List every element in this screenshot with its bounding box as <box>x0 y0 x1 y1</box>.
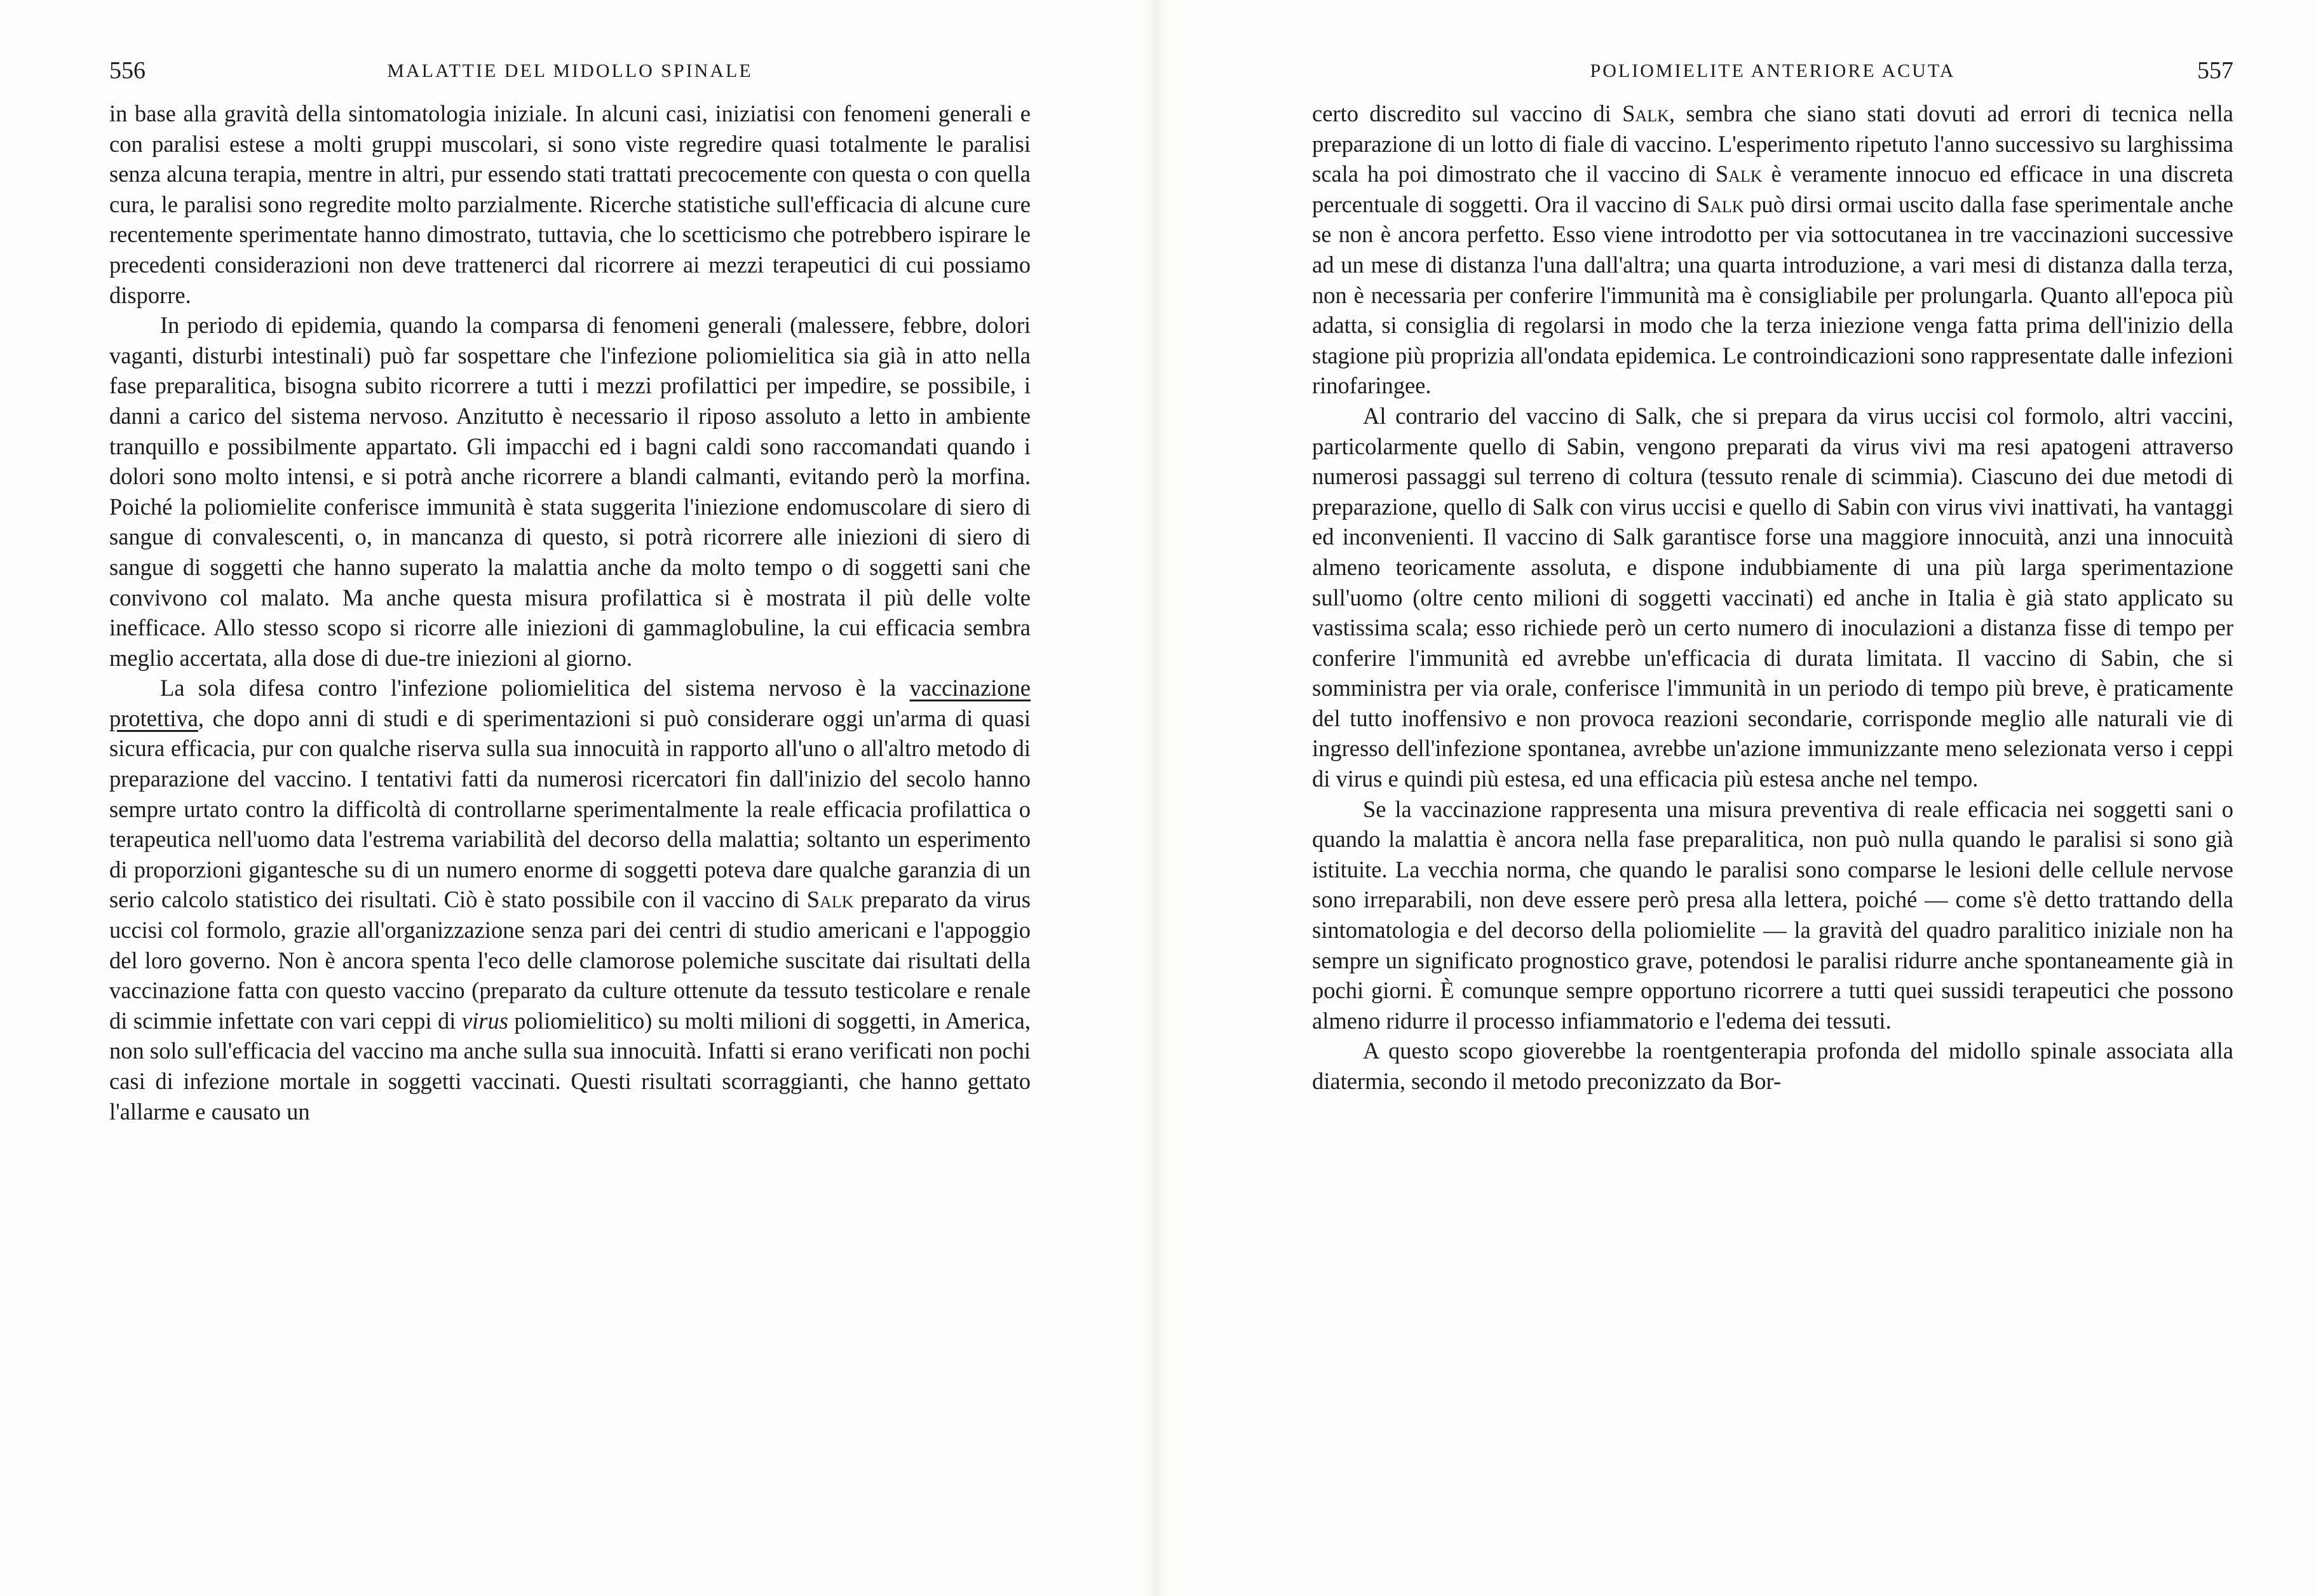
r1-text-d: può dirsi ormai uscito dalla fase sperimentale anche se non è ancora perfetto. Esso viene introdotto per via sottocutanea in tre vaccinazioni successive ad un mese di distanza l'una dall'altra; una quarta introduzione, a vari mesi di distanza dalla terza, non è necessaria per conferire l'immunità ma è consigliabile per prolungarla. Quanto all'epoca più adatta, si consiglia di regolarsi in modo che la terza iniezione venga fatta prima dell'inizio della stagione più proprizia all'ondata epidemica. Le controindicazioni sono rappresentate dalle infezioni rinofaringee. <box>1312 191 2233 399</box>
page-gutter <box>1144 0 1169 1596</box>
r1-text-a: certo discredito sul vaccino di <box>1312 100 1623 126</box>
right-paragraph-4: A questo scopo gioverebbe la roentgenterapia profonda del midollo spinale associata alla diatermia, secondo il metodo preconizzato da Bor- <box>1312 1038 2233 1094</box>
left-paragraph-1: in base alla gravità della sintomatologia iniziale. In alcuni casi, iniziatisi con fenomeni generali e con paralisi estese a molti gruppi muscolari, si sono viste regredire quasi totalmente le paralisi senza alcuna terapia, mentre in altri, pur essendo stati trattati precocemente con questa o con quella cura, le paralisi sono regredite molto parzialmente. Ricerche statistiche sull'efficacia di alcune cure recentemente sperimentate hanno dimostrato, tuttavia, che lo scetticismo che potrebbero ispirare le precedenti considerazioni non deve trattenerci dal ricorrere ai mezzi terapeutici di cui possiamo disporre. <box>109 100 1031 308</box>
p3-text-b: , che dopo anni di studi e di sperimentazioni si può considerare oggi un'arma di quasi sicura efficacia, pur con qualche riserva sulla sua innocuità in rapporto all'uno o all'altro metodo di preparazione del vaccino. I tentativi fatti da numerosi ricercatori fin dall'inizio del secolo hanno sempre urtato contro la difficoltà di controllarne sperimentalmente la reale efficacia profilattica o terapeutica nell'uomo data l'estrema variabilità del decorso della malattia; soltanto un esperimento di proporzioni gigantesche su di un numero enorme di soggetti poteva dare qualche garanzia di un serio calcolo statistico dei risultati. Ciò è stato possibile con il vaccino di <box>109 705 1031 913</box>
left-page <box>109 57 1031 1126</box>
salk-smallcaps-3: Salk <box>1696 191 1744 217</box>
right-paragraph-3: Se la vaccinazione rappresenta una misura preventiva di reale efficacia nei soggetti sani o quando la malattia è ancora nella fase preparalitica, non può nulla quando le paralisi si sono già istituite. La vecchia norma, che quando le paralisi sono comparse le lesioni delle cellule nervose sono irreparabili, non deve essere però presa alla lettera, poiché — come s'è detto trattando della sintomatologia e del decorso della poliomielite — la gravità del quadro paralitico iniziale non ha sempre un significato prognostico grave, potendosi le paralisi ridurre anche spontaneamente già in pochi giorni. È comunque sempre opportuno ricorrere a tutti quei sussidi terapeutici che possono almeno ridurre il processo infiammatorio e l'edema dei tessuti. <box>1312 795 2233 1034</box>
underlined-phrase: vaccinazione protettiva <box>109 675 1031 731</box>
p3-text-a: La sola difesa contro l'infezione poliomielitica del sistema nervoso è la <box>160 675 910 701</box>
left-paragraph-2: In periodo di epidemia, quando la comparsa di fenomeni generali (malessere, febbre, dolori vaganti, disturbi intestinali) può far sospettare che l'infezione poliomielitica sia già in atto nella fase preparalitica, bisogna subito ricorrere a tutti i mezzi profilattici per impedire, se possibile, i danni a carico del sistema nervoso. Anzitutto è necessario il riposo assoluto a letto in ambiente tranquillo e possibilmente appartato. Gli impacchi ed i bagni caldi sono raccomandati quando i dolori sono molto intensi, e si potrà anche ricorrere a blandi calmanti, evitando però la morfina. Poiché la poliomielite conferisce immunità è stata suggerita l'iniezione endomuscolare di siero di sangue di convalescenti, o, in mancanza di questo, si potrà ricorrere alle iniezioni di siero di sangue di soggetti che hanno superato la malattia anche da molto tempo o di soggetti sani che convivono col malato. Ma anche questa misura profilattica si è mostrata il più delle volte inefficace. Allo stesso scopo si ricorre alle iniezioni di gammaglobuline, la cui efficacia sembra meglio accertata, alla dose di due-tre iniezioni al giorno. <box>109 312 1031 671</box>
virus-italic: virus <box>461 1007 508 1034</box>
p3-text-d: poliomielitico) su molti milioni di soggetti, in America, non solo sull'efficacia del vaccino ma anche sulla sua innocuità. Infatti si erano verificati non pochi casi di infezione mortale in soggetti vaccinati. Questi risultati scorraggianti, che hanno gettato l'allarme e causato un <box>109 1007 1031 1125</box>
salk-smallcaps-2: Salk <box>1715 161 1763 187</box>
right-page <box>1312 57 2234 1097</box>
left-running-head <box>109 57 1031 98</box>
left-running-title: MALATTIE DEL MIDOLLO SPINALE <box>387 60 753 81</box>
left-page-number: 556 <box>109 57 146 84</box>
salk-smallcaps: Salk <box>806 886 854 913</box>
right-running-head <box>1312 57 2233 98</box>
p3-text-c: preparato da virus uccisi col formolo, grazie all'organizzazione senza pari dei centri di studio americani e l'appoggio del loro governo. Non è ancora spenta l'eco delle clamorose polemiche suscitate dai risultati della vaccinazione fatta con questo vaccino (preparato da culture ottenute da tessuto testicolare e renale di scimmie infettate con vari ceppi di <box>109 886 1031 1034</box>
left-body-text <box>109 98 1031 1126</box>
r1-text-c: è veramente innocuo ed efficace in una discreta percentuale di soggetti. Ora il vaccino di <box>1312 161 2233 217</box>
right-running-title: POLIOMIELITE ANTERIORE ACUTA <box>1590 60 1956 81</box>
salk-smallcaps-1: Salk <box>1622 100 1669 126</box>
left-paragraph-3 <box>109 673 1031 1126</box>
r1-text-b: , sembra che siano stati dovuti ad errori di tecnica nella preparazione di un lotto di fiale di vaccino. L'esperimento ripetuto l'anno successivo su larghissima scala ha poi dimostrato che il vaccino di <box>1312 100 2234 187</box>
right-body-text <box>1312 98 2233 1097</box>
right-page-number: 557 <box>2197 57 2233 84</box>
right-paragraph-2: Al contrario del vaccino di Salk, che si prepara da virus uccisi col formolo, altri vaccini, particolarmente quello di Sabin, vengono preparati da virus vivi ma resi apatogeni attraverso numerosi passaggi sul terreno di coltura (tessuto renale di scimmia). Ciascuno dei due metodi di preparazione, quello di Salk con virus uccisi e quello di Sabin con virus vivi inattivati, ha vantaggi ed inconvenienti. Il vaccino di Salk garantisce forse una maggiore innocuità, anzi una innocuità almeno teoricamente assoluta, e dispone indubbiamente di una più larga sperimentazione sull'uomo (oltre cento milioni di soggetti vaccinati) ed anche in Italia è già stato applicato su vastissima scala; esso richiede però un certo numero di inoculazioni a distanza fisse di tempo per conferire l'immunità ed avrebbe un'efficacia di durata limitata. Il vaccino di Sabin, che si somministra per via orale, conferisce l'immunità in un periodo di tempo più breve, è praticamente del tutto inoffensivo e non provoca reazioni secondarie, corrisponde meglio alle naturali vie di ingresso dell'infezione spontanea, avrebbe un'azione immunizzante meno selezionata verso i ceppi di virus e quindi più estesa, ed una efficacia più estesa anche nel tempo. <box>1312 402 2233 792</box>
right-paragraph-1 <box>1312 98 2233 401</box>
